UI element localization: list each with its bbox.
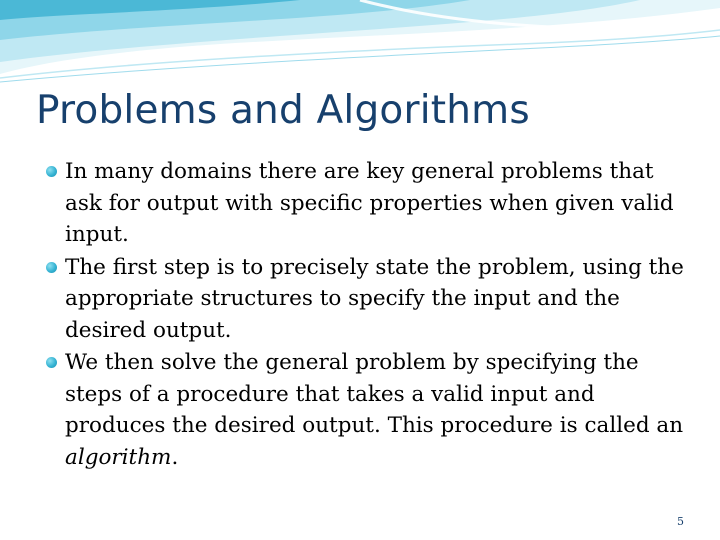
bullet-item <box>46 347 696 473</box>
header-wave-decoration <box>0 0 720 90</box>
slide-title: Problems and Algorithms <box>36 88 530 133</box>
bullet-dot-icon <box>46 166 57 177</box>
bullet-text: In many domains there are key general problems that ask for output with specific properties when given valid input. <box>65 159 674 247</box>
page-number: 5 <box>677 515 684 528</box>
bullet-text-end: . <box>171 444 179 470</box>
bullet-emphasis: algorithm <box>65 444 172 470</box>
bullet-dot-icon <box>46 262 57 273</box>
bullet-item <box>46 252 696 347</box>
bullet-text: We then solve the general problem by specifying the steps of a procedure that takes a valid input and produces the desired output. This procedure is called an <box>65 350 684 438</box>
bullet-list <box>46 156 696 474</box>
bullet-text: The first step is to precisely state the problem, using the appropriate structures to specify the input and the desired output. <box>65 254 684 343</box>
bullet-item <box>46 156 696 251</box>
bullet-dot-icon <box>46 357 57 368</box>
